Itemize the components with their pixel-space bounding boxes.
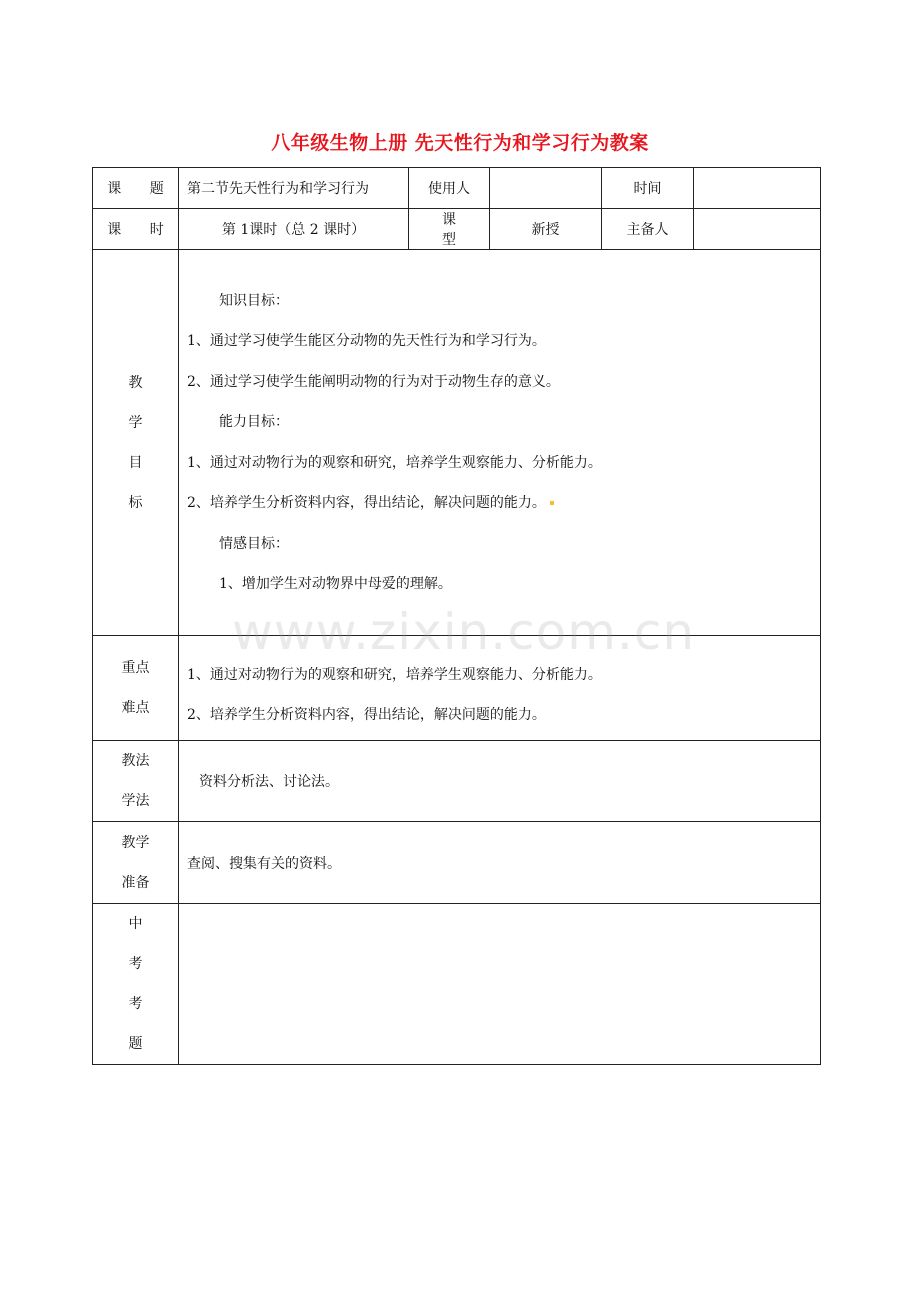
key-points-row [93,636,821,741]
time-value [694,168,821,209]
time-label: 时间 [602,168,694,209]
period-label: 课 时 [93,209,179,250]
list-item: 2、通过学习使学生能阐明动物的行为对于动物生存的意义。 [187,373,560,390]
topic-value: 第二节先天性行为和学习行为 [179,168,409,209]
methods-row [93,741,821,822]
preparation-label: 教学 准备 [93,822,179,904]
list-item: 2、培养学生分析资料内容，得出结论，解决问题的能力。 [187,707,546,723]
preparer-value [694,209,821,250]
document-title: 八年级生物上册 先天性行为和学习行为教案 [271,132,649,154]
preparation-value: 查阅、搜集有关的资料。 [179,822,821,904]
list-item: 1、增加学生对动物界中母爱的理解。 [219,576,452,592]
highlight-mark [550,501,554,505]
objectives-row [93,250,821,636]
list-item: 1、通过对动物行为的观察和研究，培养学生观察能力、分析能力。 [187,666,602,683]
period-value: 第 1课时（总 2 课时） [179,209,409,250]
ability-heading: 能力目标： [219,414,289,430]
header-row-topic [93,168,821,209]
type-label: 课 型 [409,209,490,250]
exam-row [93,904,821,1065]
user-label: 使用人 [409,168,490,209]
objectives-content [179,250,821,636]
watermark: www.zixin.com.cn [232,603,696,661]
preparation-row [93,822,821,904]
exam-label: 中 考 考 题 [93,904,179,1065]
emotion-heading: 情感目标： [219,535,289,552]
list-item: 1、通过对动物行为的观察和研究，培养学生观察能力、分析能力。 [187,454,602,471]
methods-value: 资料分析法、讨论法。 [179,741,821,822]
key-points-label: 重点 难点 [93,636,179,741]
key-points-content [179,636,821,741]
objectives-label: 教 学 目 标 [93,250,179,636]
list-item: 1、通过学习使学生能区分动物的先天性行为和学习行为。 [187,333,546,349]
methods-label: 教法 学法 [93,741,179,822]
topic-label: 课 题 [93,168,179,209]
user-value [490,168,602,209]
header-row-period [93,209,821,250]
type-value: 新授 [490,209,602,250]
list-item: 2、培养学生分析资料内容，得出结论，解决问题的能力。 [187,483,820,524]
preparer-label: 主备人 [602,209,694,250]
knowledge-heading: 知识目标： [219,292,289,309]
exam-value [179,904,821,1065]
lesson-plan-table [92,167,821,1065]
